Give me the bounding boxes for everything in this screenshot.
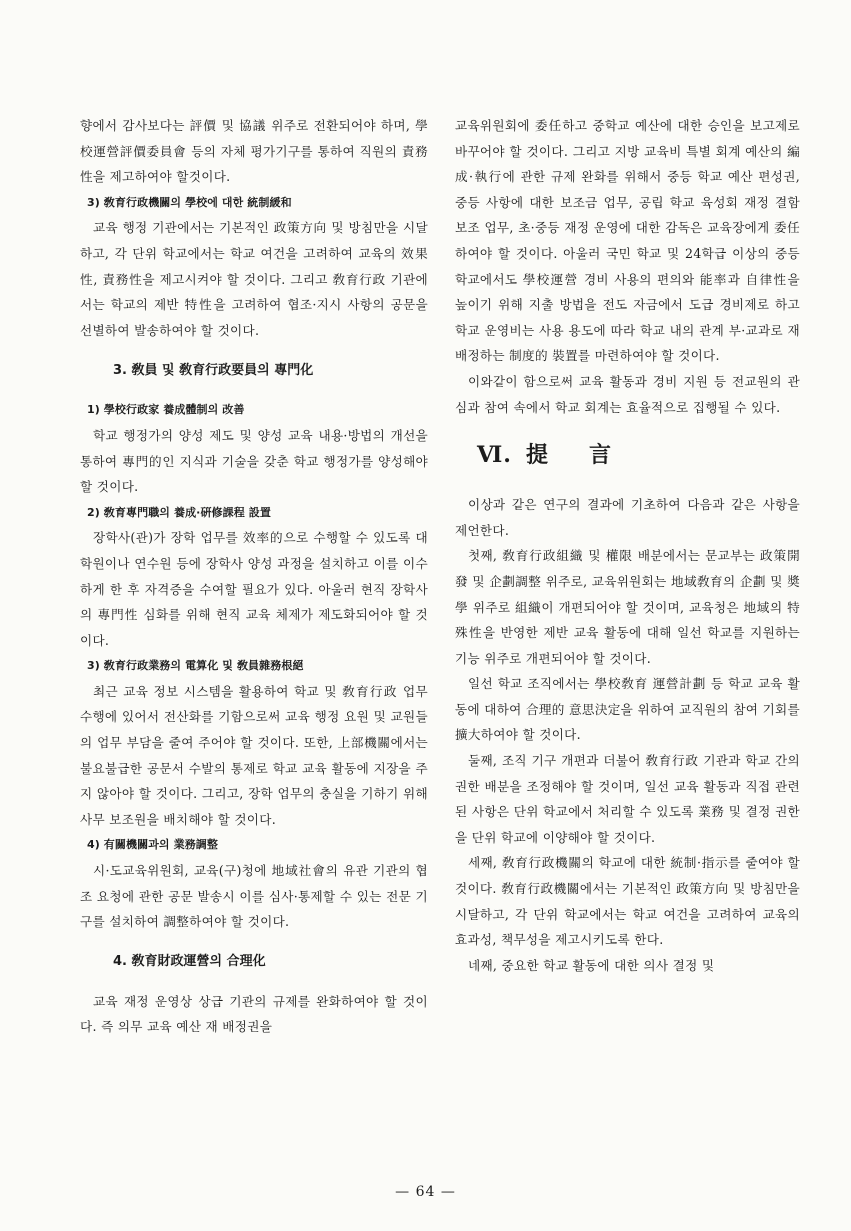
section-4-heading: 4. 敎育財政運營의 合理化	[113, 953, 266, 969]
paragraph-3-1: 학교 행정가의 양성 제도 및 양성 교육 내용·방법의 개선을 통하여 專門的인 지식과 기술을 갖춘 학교 행정가를 양성해야 할 것이다.	[80, 427, 428, 495]
paragraph-r1: 교육위원회에 委任하고 중학교 예산에 대한 승인을 보고제로 바꾸어야 할 것이다. 그리고 지방 교육비 특별 회계 예산의 編成·執行에 관한 규제 완화를 위해서 중등 학교 예산 편성권, 중등 사항에 대한 보조금 업무, 공립 학교 육성회 재정 결함 보조 업무, 초·중등 재정 운영에 대한 감독은 교육장에게 委任하여야 할 것이다. 아울러 국민 학교 및 24학급 이상의 중등 학교에서도 學校運營 경비 사용의 편의와 能率과 自律性을 높이기 위해 지출 방법을 전도 자금에서 도급 경비제로 하고 학교 운영비는 사용 용도에 따라 학교 내의 관계 부·교과로 재 배정하는 制度的 裝置를 마련하여야 할 것이다.	[455, 118, 800, 364]
paragraph-3: 교육 행정 기관에서는 기본적인 政策方向 및 방침만을 시달하고, 각 단위 학교에서는 학교 여건을 고려하여 교육의 效果性, 責務性을 제고시켜야 할 것이다. 그리고 敎育行政 기관에서는 학교의 제반 特性을 고려하여 협조·지시 사항의 공문을 선별하여 발송하여야 할 것이다.	[80, 220, 428, 338]
paragraph-3-3: 최근 교육 정보 시스템을 활용하여 학교 및 敎育行政 업무 수행에 있어서 전산화를 기함으로써 교육 행정 요원 및 교원들의 업무 부담을 줄여 주어야 할 것이다. 또한, 上部機關에서는 불요불급한 공문서 수발의 통제로 학교 교육 활동에 지장을 주지 않아야 할 것이다. 그리고, 장학 업무의 충실을 기하기 위해 사무 보조원을 배치해야 할 것이다.	[80, 683, 428, 827]
paragraph-r8: 네째, 중요한 학교 활동에 대한 의사 결정 및	[468, 957, 715, 973]
paragraph-r4: 첫째, 敎育行政組織 및 權限 배분에서는 문교부는 政策開發 및 企劃調整 위주로, 교육위원회는 地域敎育의 企劃 및 奬學 위주로 組織이 개편되어야 할 것이며, 교육청은 地域의 特殊性을 반영한 제반 교육 활동에 대해 일선 학교를 지원하는 기능 위주로 개편되어야 할 것이다.	[455, 548, 800, 666]
chapter-title-char-2: 言	[588, 442, 612, 469]
paragraph-r6: 둘째, 조직 기구 개편과 더불어 敎育行政 기관과 학교 간의 권한 배분을 조정해야 할 것이며, 일선 교육 활동과 직접 관련된 사항은 단위 학교에서 처리할 수 있도록 業務 및 결정 권한을 단위 학교에 이양해야 할 것이다.	[455, 753, 800, 845]
paragraph-r3: 이상과 같은 연구의 결과에 기초하여 다음과 같은 사항을 제언한다.	[455, 497, 800, 538]
subheading-3: 3) 敎育行政機關의 學校에 대한 統制緩和	[87, 195, 292, 209]
paragraph-r2: 이와같이 함으로써 교육 활동과 경비 지원 등 전교원의 관심과 참여 속에서 학교 회계는 효율적으로 집행될 수 있다.	[455, 373, 800, 415]
section-3-heading: 3. 敎員 및 敎育行政要員의 專門化	[113, 363, 314, 379]
chapter-heading	[477, 440, 800, 470]
left-column	[80, 113, 428, 1040]
chapter-number: Ⅵ.	[477, 442, 512, 469]
chapter-title-char-1: 提	[525, 442, 549, 469]
paragraph-r5: 일선 학교 조직에서는 學校敎育 運營計劃 등 학교 교육 활동에 대하여 合理的 意思決定을 위하여 교직원의 참여 기회를 擴大하여야 할 것이다.	[455, 676, 800, 743]
paragraph-3-4: 시·도교육위원회, 교육(구)청에 地域社會의 유관 기관의 협조 요청에 관한 공문 발송시 이를 심사·통제할 수 있는 전문 기구를 설치하여 調整하여야 할 것이다.	[80, 863, 428, 930]
paragraph-intro: 향에서 감사보다는 評價 및 協議 위주로 전환되어야 하며, 學校運營評價委員會 등의 자체 평가기구를 통하여 직원의 責務性을 제고하여야 할것이다.	[80, 118, 428, 185]
subheading-3-1: 1) 學校行政家 養成體制의 改善	[87, 403, 245, 417]
subheading-3-3: 3) 敎育行政業務의 電算化 및 敎員雜務根絕	[87, 659, 304, 673]
page-number: — 64 —	[395, 1184, 456, 1200]
subheading-3-2: 2) 敎育專門職의 養成·硏修課程 設置	[87, 505, 271, 519]
subheading-3-4: 4) 有關機關과의 業務調整	[87, 838, 218, 852]
paragraph-3-2: 장학사(관)가 장학 업무를 效率的으로 수행할 수 있도록 대학원이나 연수원 등에 장학사 양성 과정을 설치하고 이를 이수하게 한 후 자격증을 수여할 필요가 있다. 아울러 현직 장학사의 專門性 심화를 위해 현직 교육 체제가 제도화되어야 할 것이다.	[80, 530, 428, 648]
paragraph-4: 교육 재정 운영상 상급 기관의 규제를 완화하여야 할 것이다. 즉 의무 교육 예산 재 배정권을	[80, 993, 428, 1035]
right-column	[455, 113, 800, 978]
paragraph-r7: 세째, 敎育行政機關의 학교에 대한 統制·指示를 줄여야 할 것이다. 敎育行政機關에서는 기본적인 政策方向 및 방침만을 시달하고, 각 단위 학교에서는 학교 여건을 고려하여 교육의 효과성, 책무성을 제고시키도록 한다.	[455, 855, 800, 948]
